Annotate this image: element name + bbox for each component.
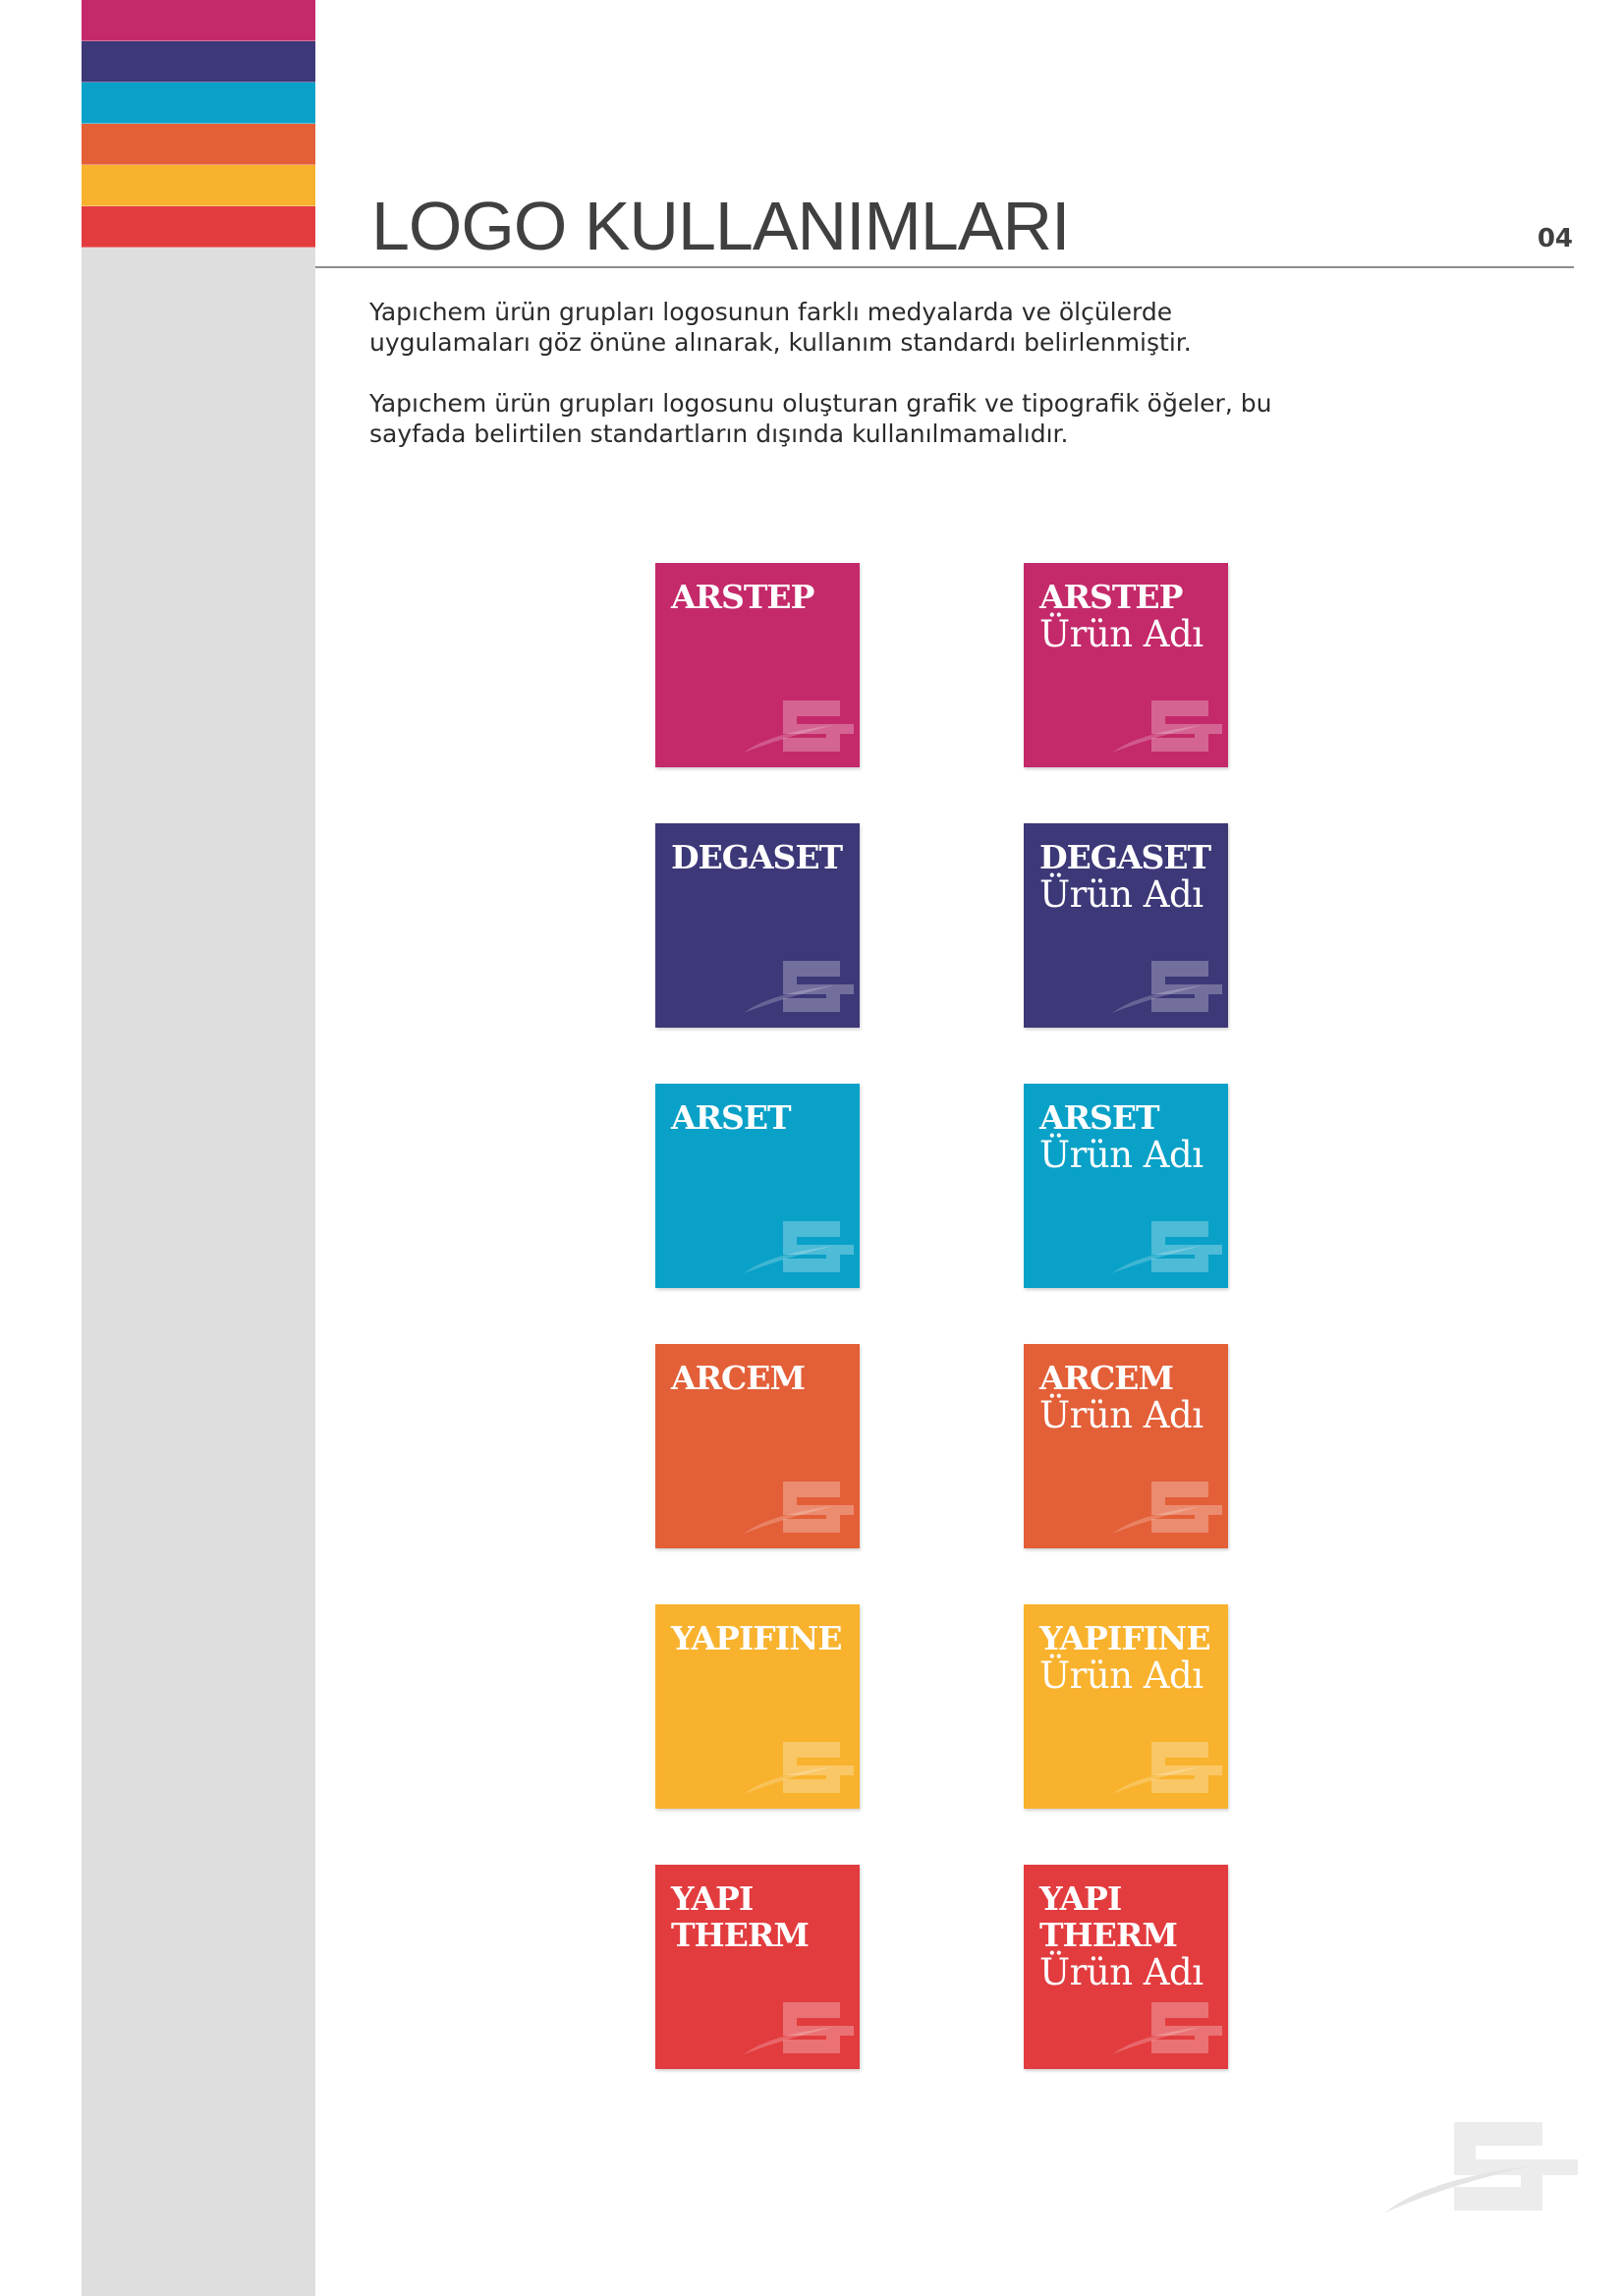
- stripe-red: [82, 206, 315, 248]
- logo-tile-name: [671, 839, 842, 875]
- logo-tile-name: [1039, 1360, 1204, 1435]
- logo-tile-name-line: YAPI: [671, 1879, 754, 1918]
- logo-tile-product-name: Ürün Adı: [1039, 613, 1204, 655]
- yapichem-mark-icon: [1385, 2118, 1578, 2214]
- logo-tile-product-name: Ürün Adı: [1039, 1394, 1204, 1436]
- logo-tile-product-name: Ürün Adı: [1039, 1654, 1204, 1697]
- logo-tile-yapi-therm-with-product: [1024, 1865, 1228, 2069]
- yapichem-mark-icon: [744, 1740, 854, 1795]
- stripe-yellow: [82, 165, 315, 206]
- logo-tile-name: [671, 1620, 841, 1656]
- logo-tile-arset: [655, 1084, 860, 1288]
- logo-tile-name-line: ARCEM: [671, 1359, 805, 1397]
- logo-tile-name: [671, 1880, 809, 1953]
- logo-tile-name-line: ARSET: [1039, 1098, 1159, 1137]
- logo-tile-name-line: THERM: [671, 1916, 809, 1954]
- yapichem-mark-icon: [744, 1480, 854, 1535]
- logo-tile-product-name: Ürün Adı: [1039, 1134, 1204, 1176]
- logo-tile-product-name: Ürün Adı: [1039, 873, 1204, 916]
- logo-tile-name: [1039, 579, 1204, 654]
- yapichem-mark-icon: [1112, 1480, 1222, 1535]
- yapichem-mark-icon: [1112, 1740, 1222, 1795]
- logo-tile-name-line: DEGASET: [1039, 838, 1211, 876]
- stripe-cyan: [82, 83, 315, 124]
- logo-tile-name: [671, 1099, 791, 1136]
- intro-text: [369, 297, 1332, 479]
- logo-tile-name-line: ARSET: [671, 1098, 791, 1137]
- stripe-orange: [82, 124, 315, 165]
- color-stripes: [82, 0, 315, 248]
- yapichem-mark-icon: [1112, 959, 1222, 1014]
- yapichem-mark-icon: [744, 959, 854, 1014]
- logo-tile-degaset: [655, 823, 860, 1028]
- logo-tile-degaset-with-product: [1024, 823, 1228, 1028]
- yapichem-mark-icon: [744, 1219, 854, 1274]
- logo-tile-yapifine-with-product: [1024, 1604, 1228, 1809]
- yapichem-mark-icon: [744, 2000, 854, 2055]
- logo-tile-name-line: ARSTEP: [671, 578, 814, 616]
- logo-tile-name: [671, 1360, 805, 1396]
- stripe-magenta: [82, 0, 315, 41]
- logo-tile-arstep-with-product: [1024, 563, 1228, 767]
- logo-tile-name-line: ARSTEP: [1039, 578, 1183, 616]
- logo-tile-name: [1039, 1880, 1204, 1992]
- logo-tile-arcem: [655, 1344, 860, 1548]
- logo-tile-name-line: THERM: [1039, 1916, 1177, 1954]
- logo-tile-name-line: DEGASET: [671, 838, 843, 876]
- logo-tile-name: [1039, 1620, 1209, 1696]
- logo-tile-product-name: Ürün Adı: [1039, 1951, 1204, 1993]
- logo-tile-name-line: YAPI: [1039, 1879, 1122, 1918]
- logo-tile-arstep: [655, 563, 860, 767]
- logo-tile-name: [1039, 839, 1210, 915]
- stripe-purple: [82, 41, 315, 83]
- logo-tile-name-line: YAPIFINE: [1039, 1619, 1210, 1657]
- intro-paragraph-2: Yapıchem ürün grupları logosunu oluşturan grafik ve tipografik öğeler, bu sayfada belirtilen standartların dışında kullanılmamalıdır.: [369, 389, 1272, 448]
- logo-tile-arset-with-product: [1024, 1084, 1228, 1288]
- logo-tile-yapi-therm: [655, 1865, 860, 2069]
- logo-tile-arcem-with-product: [1024, 1344, 1228, 1548]
- logo-tile-name-line: ARCEM: [1039, 1359, 1173, 1397]
- title-rule: [315, 266, 1574, 268]
- yapichem-mark-icon: [1112, 1219, 1222, 1274]
- logo-tile-name-line: YAPIFINE: [671, 1619, 842, 1657]
- yapichem-mark-icon: [1112, 2000, 1222, 2055]
- yapichem-mark-icon: [744, 699, 854, 754]
- sidebar-panel: [82, 0, 315, 2296]
- logo-tile-name: [1039, 1099, 1204, 1175]
- logo-tile-yapifine: [655, 1604, 860, 1809]
- page-number: 04: [1537, 224, 1573, 253]
- intro-paragraph-1: Yapıchem ürün grupları logosunun farklı medyalarda ve ölçülerde uygulamaları göz önüne alınarak, kullanım standardı belirlenmiştir.: [369, 298, 1192, 357]
- logo-tile-name: [671, 579, 813, 615]
- page-title: LOGO KULLANIMLARI: [371, 188, 1070, 264]
- yapichem-mark-icon: [1112, 699, 1222, 754]
